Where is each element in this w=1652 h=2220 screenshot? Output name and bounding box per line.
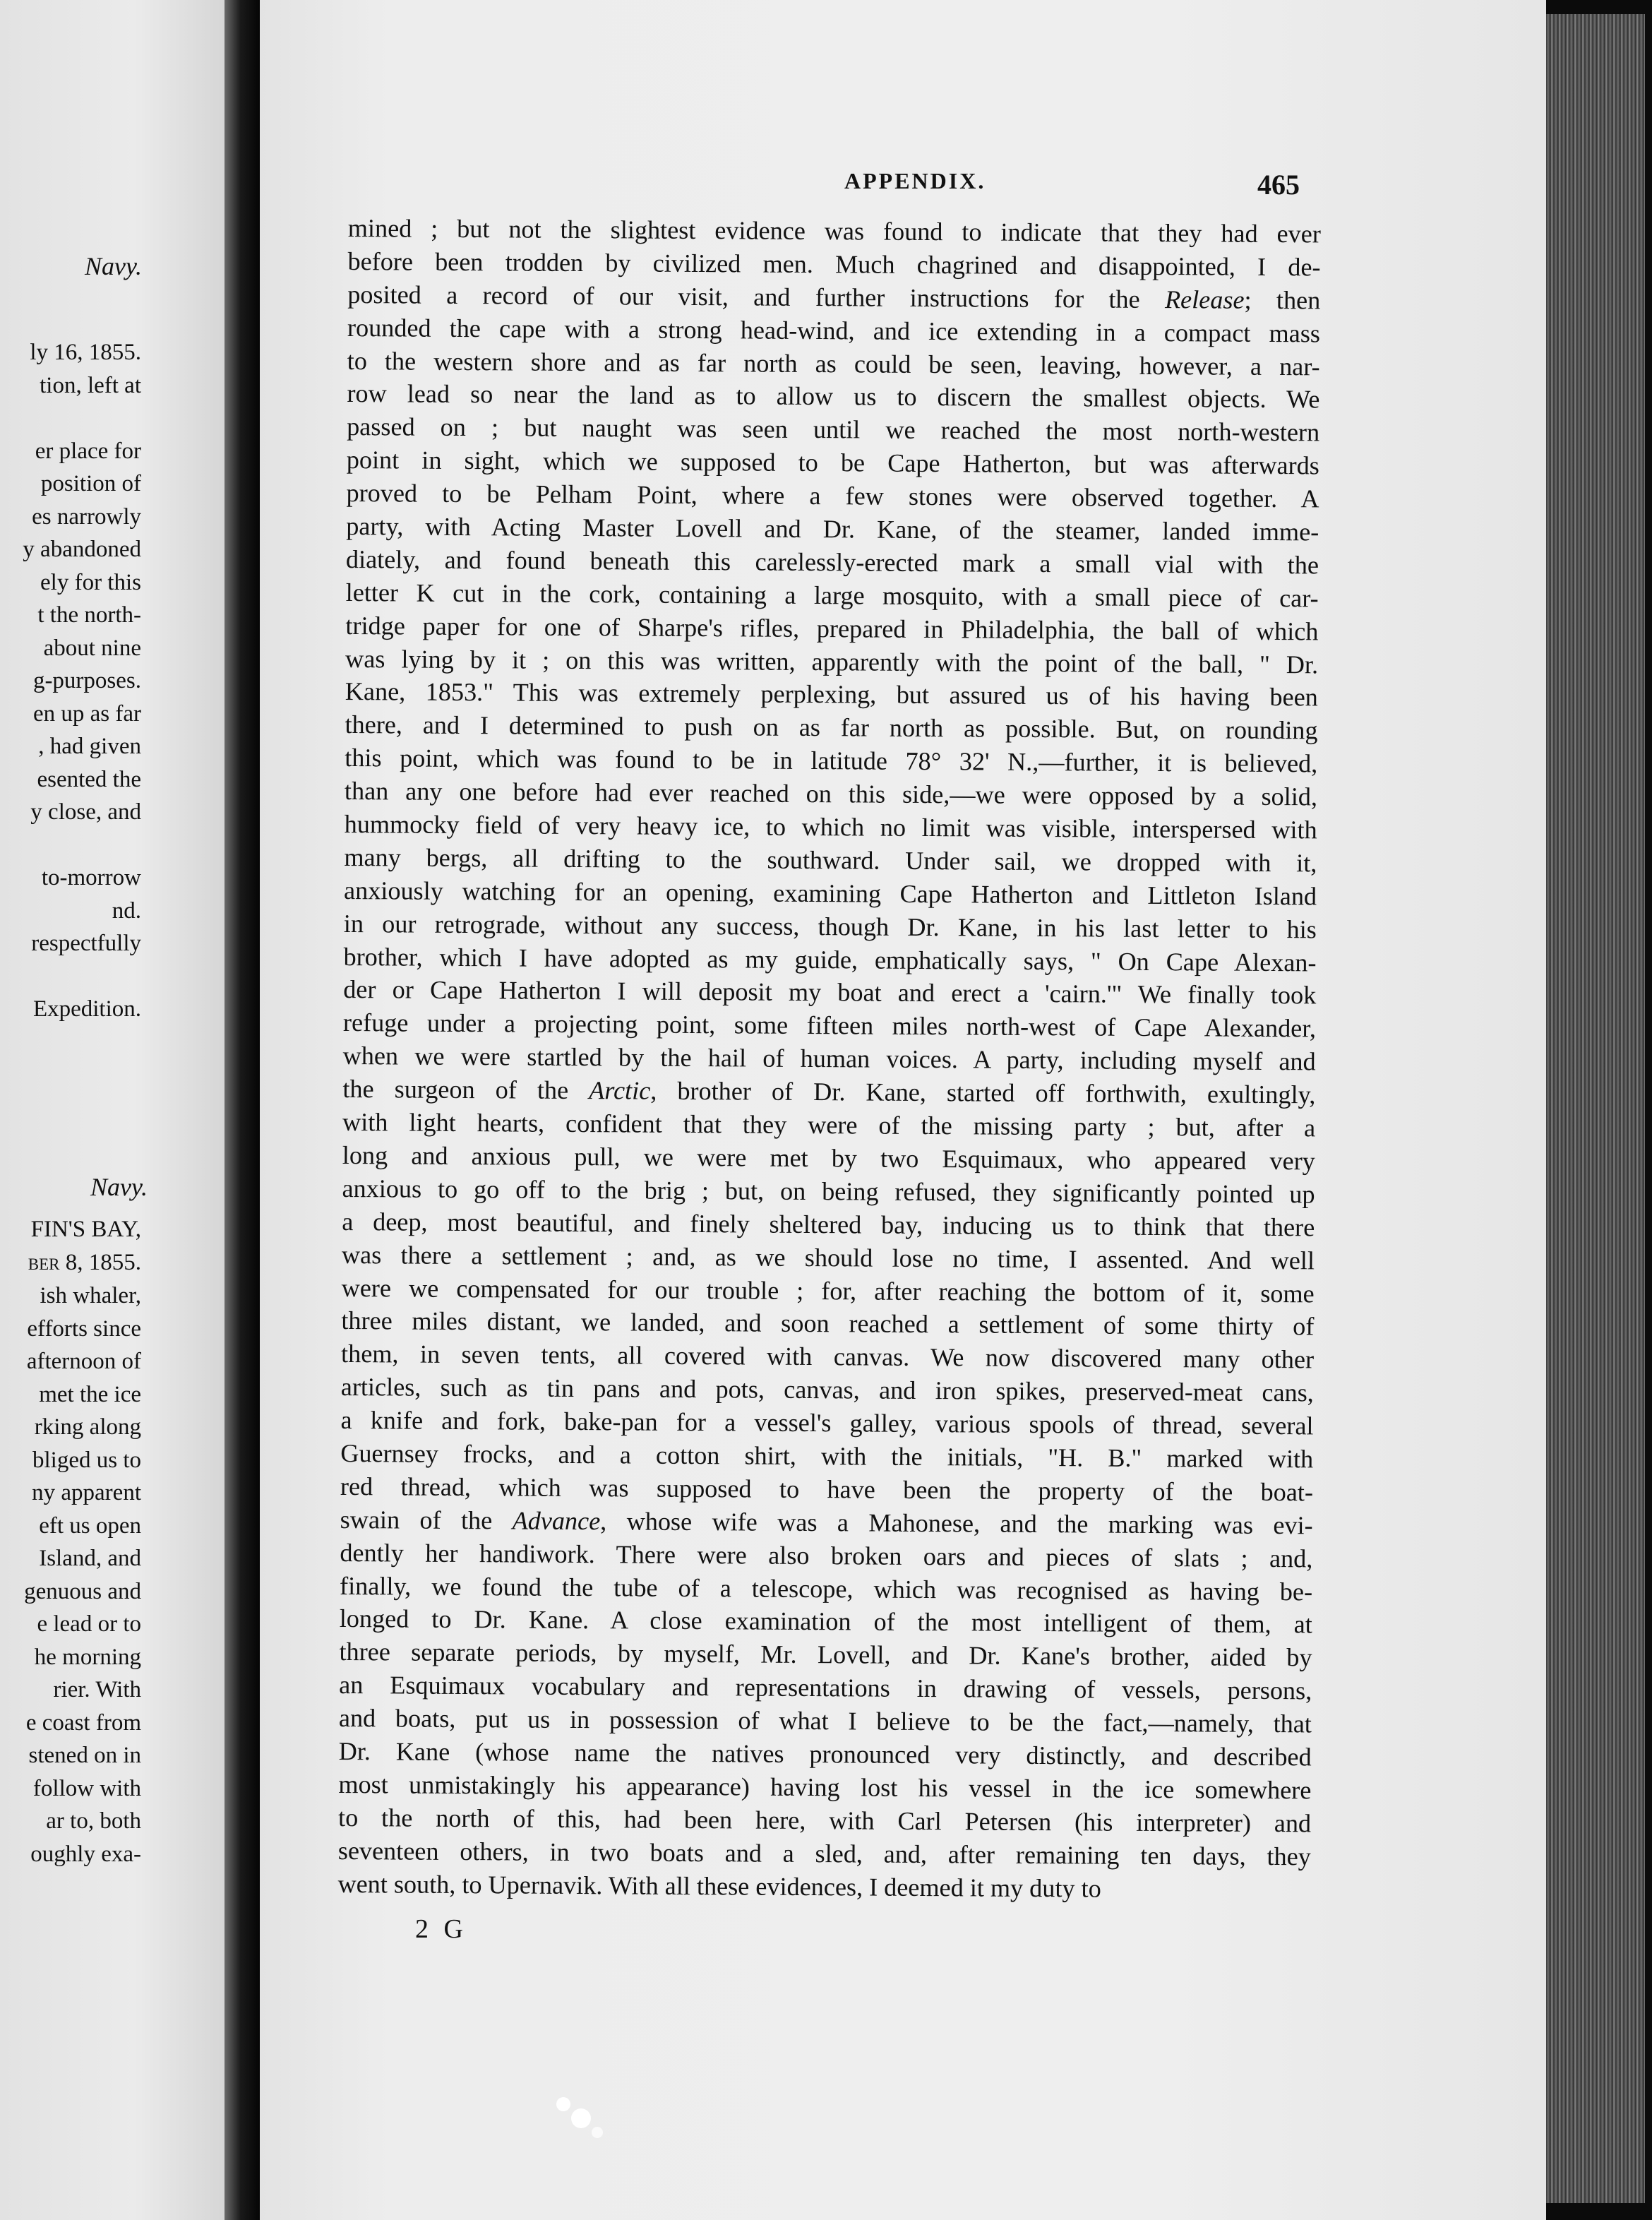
text-line (0, 960, 141, 993)
left-heading-top: Navy. (85, 252, 142, 280)
text-line: most unmistakingly his appearance) having lost his vessel in the ice somewhere (338, 1770, 1312, 1805)
text-line: before been trodden by civilized men. Much chagrined and disappointed, I de- (347, 246, 1321, 282)
text-line: three miles distant, we landed, and soon reached a settlement of some thirty of (341, 1306, 1315, 1341)
speck (571, 2108, 591, 2128)
text-line: passed on ; but naught was seen until we reached the most north-western (347, 412, 1320, 447)
text-line: refuge under a projecting point, some fifteen miles north-west of Cape Alexander, (342, 1008, 1317, 1043)
text-line: ar to, both (46, 1808, 141, 1834)
text-line: anxious to go off to the brig ; but, on being refused, they significantly pointed up (342, 1174, 1315, 1209)
right-page (260, 0, 1546, 2220)
text-line: he morning (34, 1644, 141, 1670)
text-line: to the north of this, had been here, with Carl Petersen (his interpreter) and (337, 1803, 1312, 1838)
left-page-fragment-top (0, 336, 141, 1026)
text-line: letter K cut in the cork, containing a large mosquito, with a small piece of car- (345, 578, 1319, 613)
text-line: Expedition. (32, 996, 141, 1022)
text-line: was there a settlement ; and, as we should lose no time, I assented. And well (341, 1240, 1315, 1275)
text-line: y abandoned (23, 537, 141, 562)
text-line: longed to Dr. Kane. A close examination of the most intelligent of them, at (339, 1604, 1312, 1639)
text-line: finally, we found the tube of a telescope, which was recognised as having be- (339, 1571, 1313, 1606)
text-line: ish whaler, (40, 1283, 141, 1308)
text-line: rounded the cape with a strong head-wind, and ice extending in a compact mass (347, 313, 1321, 348)
text-line: a deep, most beautiful, and finely sheltered bay, inducing us to think that there (342, 1207, 1315, 1242)
text-line: was lying by it ; on this was written, apparently with the point of the ball, " Dr. (345, 644, 1319, 679)
text-line: went south, to Upernavik. With all these evidences, I deemed it my duty to (337, 1869, 1101, 1903)
text-line: hummocky field of very heavy ice, to which no limit was visible, interspersed with (344, 810, 1317, 845)
text-line: t the north- (37, 602, 141, 628)
left-page (0, 0, 225, 2220)
text-line: rier. With (53, 1677, 141, 1702)
text-line: when we were startled by the hail of human voices. A party, including myself and (342, 1042, 1316, 1076)
text-line: tion, left at (40, 372, 141, 398)
text-line: oughly exa- (30, 1841, 141, 1867)
paper-specks (514, 2083, 655, 2189)
text-line: dently her handiwork. There were also broken oars and pieces of slats ; and, (340, 1538, 1313, 1573)
text-line: FIN'S BAY, (30, 1217, 141, 1242)
left-page-dateline (0, 1213, 141, 1279)
page-number: 465 (1257, 169, 1300, 201)
text-line: stened on in (28, 1743, 141, 1768)
text-line (0, 402, 141, 435)
text-line: ely for this (40, 569, 141, 595)
text-line: proved to be Pelham Point, where a few stones were observed together. A (346, 479, 1319, 513)
text-line: afternoon of (26, 1349, 141, 1374)
text-line: er place for (35, 438, 141, 464)
text-line: this point, which was found to be in latitude 78° 32' N.,—further, it is believed, (345, 744, 1318, 778)
text-line: Dr. Kane (whose name the natives pronounced very distinctly, and described (338, 1736, 1312, 1772)
text-line: long and anxious pull, we were met by two Esquimaux, who appeared very (342, 1140, 1315, 1176)
text-line (0, 829, 141, 862)
text-line: ny apparent (32, 1480, 141, 1505)
text-line: esented the (37, 766, 141, 792)
body-text (337, 212, 1321, 1906)
text-line: and boats, put us in possession of what I believe to be the fact,—namely, that (338, 1704, 1312, 1738)
text-line: an Esquimaux vocabulary and representations in drawing of vessels, persons, (339, 1671, 1312, 1705)
text-line: follow with (32, 1775, 141, 1801)
text-line: to the western shore and as far north as could be seen, leaving, however, a nar- (347, 346, 1320, 381)
text-line: mined ; but not the slightest evidence was found to indicate that they had ever (347, 213, 1321, 249)
text-line: a knife and fork, bake-pan for a vessel's galley, various spools of thread, several (340, 1406, 1314, 1440)
text-line: efforts since (27, 1315, 141, 1342)
text-line: red thread, which was supposed to have been the property of the boat- (340, 1472, 1314, 1507)
text-line: in our retrograde, without any success, though Dr. Kane, in his last letter to his (343, 909, 1317, 944)
text-line: position of (40, 471, 141, 496)
text-line: e lead or to (37, 1611, 141, 1637)
text-line: , had given (38, 734, 141, 759)
text-line: seventeen others, in two boats and a sled, and, after remaining ten days, they (337, 1836, 1311, 1871)
speck (556, 2097, 570, 2111)
text-line: der or Cape Hatherton I will deposit my boat and erect a 'cairn.'" We finally took (343, 975, 1317, 1010)
book-gutter (225, 0, 260, 2220)
text-line: g-purposes. (32, 668, 141, 693)
text-line: three separate periods, by myself, Mr. Lovell, and Dr. Kane's brother, aided by (339, 1637, 1312, 1672)
text-line: bliged us to (32, 1447, 141, 1473)
text-line: posited a record of our visit, and further instructions for the Release; then (347, 280, 1321, 315)
text-line: en up as far (32, 700, 141, 727)
signature-mark: 2 G (415, 1914, 467, 1944)
text-line: there, and I determined to push on as far north as possible. But, on rounding (345, 710, 1318, 745)
text-line: about nine (43, 635, 141, 661)
text-line: anxiously watching for an opening, examining Cape Hatherton and Littleton Island (344, 876, 1317, 911)
text-line: y close, and (30, 799, 141, 825)
text-line: e coast from (25, 1709, 141, 1736)
text-line: swain of the Advance, whose wife was a Mahonese, and the marking was evi- (340, 1505, 1313, 1540)
text-line: nd. (112, 897, 141, 924)
text-line: genuous and (24, 1578, 141, 1604)
left-heading-mid: Navy. (90, 1173, 148, 1201)
text-line: eft us open (39, 1512, 141, 1539)
text-line: rking along (34, 1414, 141, 1440)
text-line: tridge paper for one of Sharpe's rifles, prepared in Philadelphia, the ball of which (345, 611, 1319, 646)
text-line: were we compensated for our trouble ; for, after reaching the bottom of it, some (341, 1273, 1315, 1308)
text-line: Kane, 1853." This was extremely perplexing, but assured us of his having been (345, 677, 1318, 712)
text-line: articles, such as tin pans and pots, canvas, and iron spikes, preserved-meat cans, (340, 1373, 1314, 1407)
text-line: than any one before had ever reached on this side,—we were opposed by a solid, (344, 777, 1318, 811)
text-line: party, with Acting Master Lovell and Dr. Kane, of the steamer, landed imme- (346, 512, 1319, 547)
text-line: many bergs, all drifting to the southward. Under sail, we dropped with it, (344, 842, 1317, 878)
text-line: them, in seven tents, all covered with canvas. We now discovered many other (340, 1339, 1315, 1374)
text-line: the surgeon of the Arctic, brother of Dr. Kane, started off forthwith, exultingly, (342, 1075, 1316, 1109)
running-head: APPENDIX. (844, 168, 986, 193)
text-line: ly 16, 1855. (30, 340, 141, 365)
text-line: to-morrow (41, 865, 141, 890)
text-line: brother, which I have adopted as my guide, emphatically says, " On Cape Alexan- (343, 942, 1317, 977)
text-line: Island, and (39, 1546, 141, 1571)
text-line: ber 8, 1855. (28, 1249, 141, 1275)
text-line: point in sight, which we supposed to be Cape Hatherton, but was afterwards (346, 446, 1319, 480)
text-line: row lead so near the land as to allow us to discern the smallest objects. We (347, 379, 1320, 414)
text-line: met the ice (39, 1381, 141, 1407)
text-line: with light hearts, confident that they were of the missing party ; but, after a (342, 1108, 1316, 1142)
text-line: respectfully (31, 931, 141, 956)
speck (592, 2127, 603, 2138)
left-page-fragment-bottom (0, 1279, 141, 1870)
text-line: diately, and found beneath this carelessly-erected mark a small vial with the (345, 544, 1319, 580)
text-line: es narrowly (32, 503, 141, 530)
text-line: Guernsey frocks, and a cotton shirt, with the initials, "H. B." marked with (340, 1438, 1314, 1474)
page-edges (1546, 14, 1645, 2203)
